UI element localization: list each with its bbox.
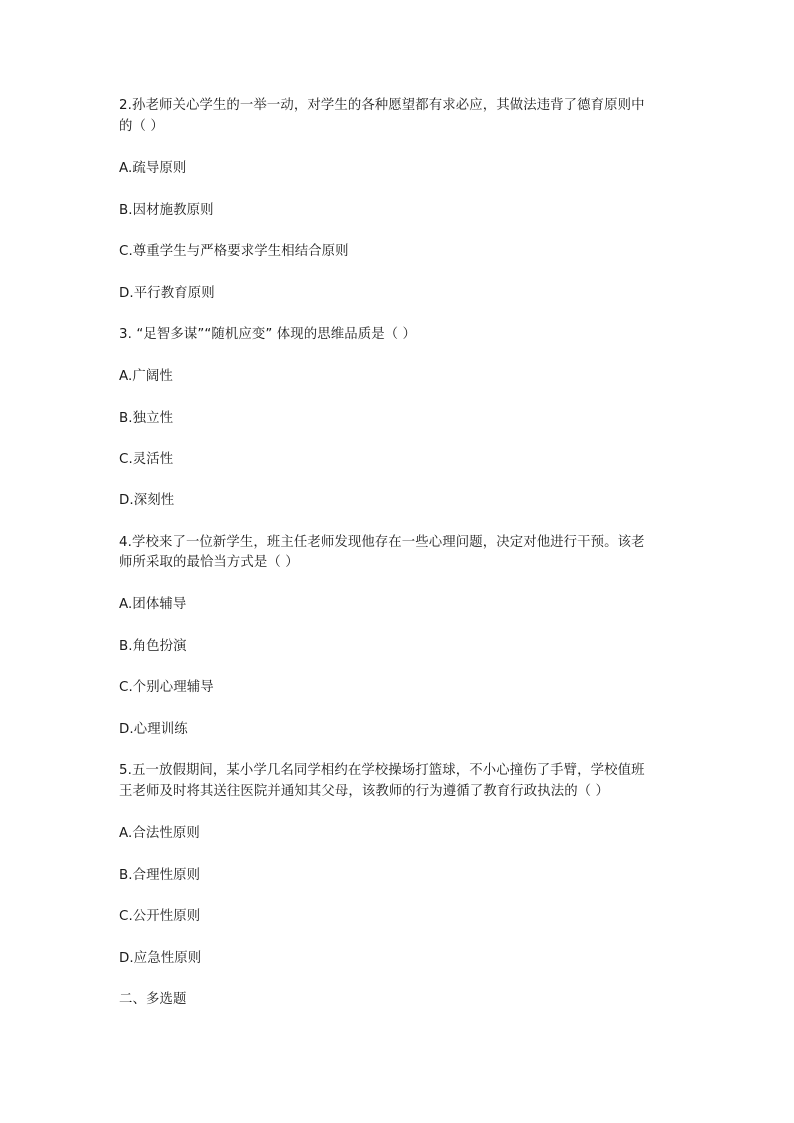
question-5-stem-line-2: 王老师及时将其送往医院并通知其父母，该教师的行为遵循了教育行政执法的（ ）: [119, 784, 610, 799]
question-2-option-b: B.因材施教原则: [119, 203, 214, 218]
question-2-stem-line-2: 的（ ）: [119, 119, 164, 134]
question-3-option-c: C.灵活性: [119, 452, 174, 467]
question-3-option-d: D.深刻性: [119, 493, 175, 508]
section-heading-multiple-choice: 二、多选题: [119, 992, 187, 1007]
question-5-option-a: A.合法性原则: [119, 826, 200, 841]
question-4-stem-line-1: 4.学校来了一位新学生，班主任老师发现他存在一些心理问题，决定对他进行干预。该老: [119, 535, 645, 550]
question-4-stem-line-2: 师所采取的最恰当方式是（ ）: [119, 555, 299, 570]
question-3-option-b: B.独立性: [119, 411, 174, 426]
question-5-option-d: D.应急性原则: [119, 951, 202, 966]
question-2-option-c: C.尊重学生与严格要求学生相结合原则: [119, 244, 349, 259]
question-5-stem-line-1: 5.五一放假期间，某小学几名同学相约在学校操场打篮球，不小心撞伤了手臂，学校值班: [119, 763, 645, 778]
question-3-option-a: A.广阔性: [119, 369, 173, 384]
question-2-stem-line-1: 2.孙老师关心学生的一举一动，对学生的各种愿望都有求必应，其做法违背了德育原则中: [119, 98, 645, 113]
question-2-option-d: D.平行教育原则: [119, 286, 215, 301]
question-2-option-a: A.疏导原则: [119, 161, 187, 176]
question-5-option-b: B.合理性原则: [119, 868, 201, 883]
question-3-stem: 3. “足智多谋”“随机应变” 体现的思维品质是（ ）: [119, 327, 417, 342]
question-4-option-c: C.个别心理辅导: [119, 680, 214, 695]
question-4-option-d: D.心理训练: [119, 722, 188, 737]
question-4-option-b: B.角色扮演: [119, 639, 187, 654]
question-5-option-c: C.公开性原则: [119, 909, 201, 924]
question-4-option-a: A.团体辅导: [119, 597, 187, 612]
